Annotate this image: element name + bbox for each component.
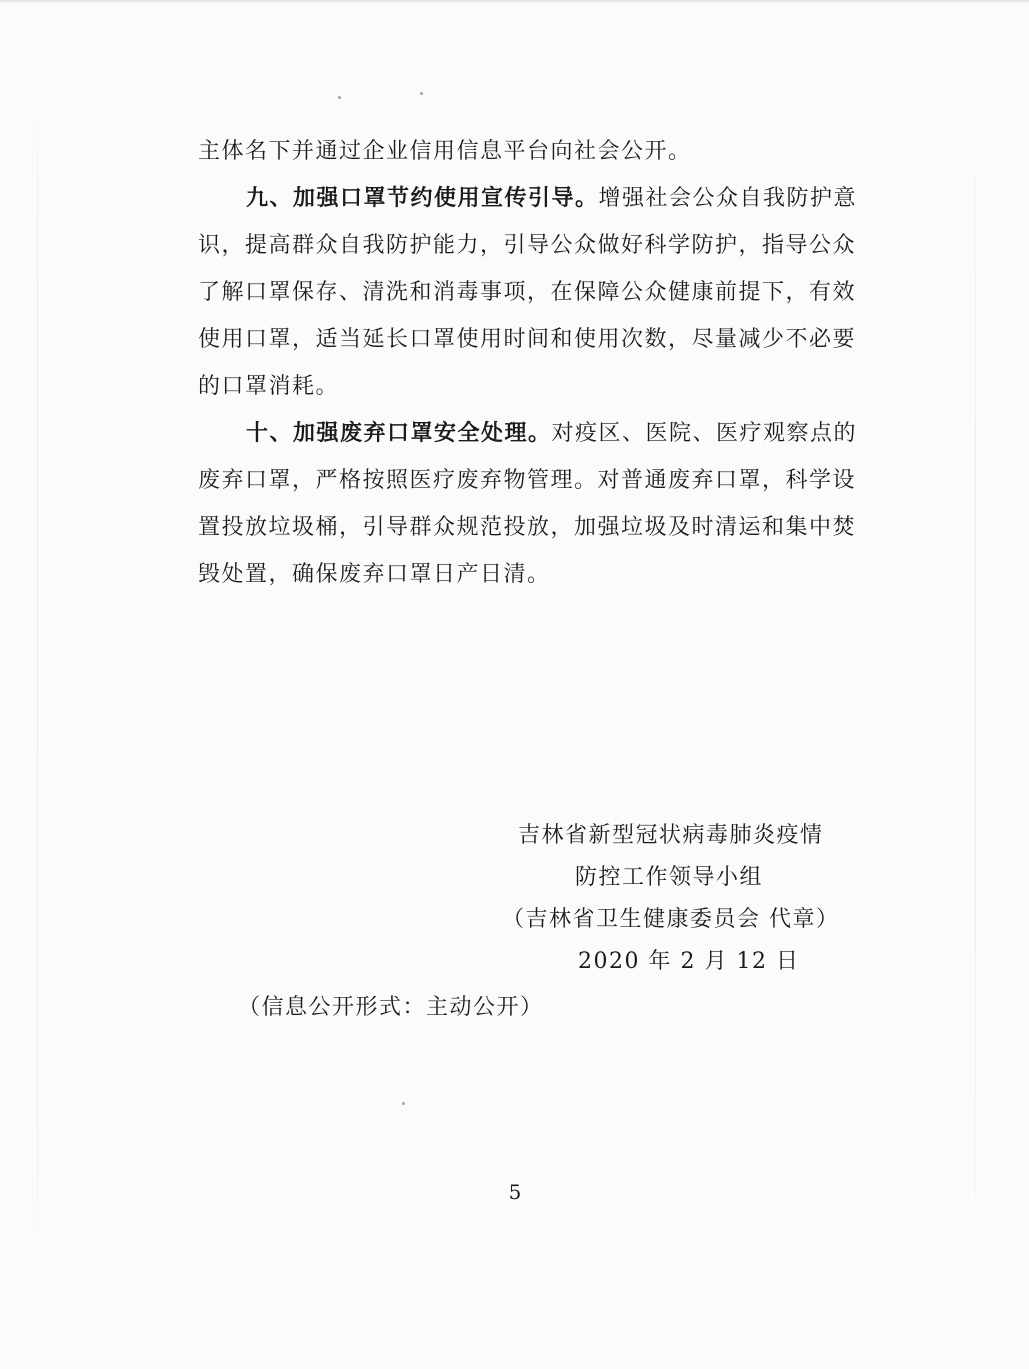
body-line-6: 的口罩消耗。 <box>198 374 340 399</box>
section-ten-first-line <box>198 410 858 457</box>
body-line-1: 主体名下并通过企业信用信息平台向社会公开。 <box>198 139 692 164</box>
page-top-edge <box>0 0 1029 2</box>
scan-shadow-left <box>37 40 38 1330</box>
section-nine-first-line <box>198 175 858 222</box>
body-line-5: 使用口罩，适当延长口罩使用时间和使用次数，尽量减少不必要 <box>198 327 857 352</box>
signature-block <box>490 815 870 983</box>
issue-date: 2020 年 2 月 12 日 <box>578 949 800 974</box>
body-line-8: 废弃口罩，严格按照医疗废弃物管理。对普通废弃口罩，科学设 <box>198 468 857 493</box>
section-ten-heading: 十、加强废弃口罩安全处理。 <box>246 420 552 446</box>
page-number: 5 <box>508 1180 522 1204</box>
body-text <box>198 128 858 598</box>
scan-speck <box>338 96 341 99</box>
body-line-3: 识，提高群众自我防护能力，引导公众做好科学防护，指导公众 <box>198 233 857 258</box>
section-ten-text: 对疫区、医院、医疗观察点的 <box>551 421 858 446</box>
section-nine-text: 增强社会公众自我防护意 <box>598 186 858 211</box>
seal-note: （吉林省卫生健康委员会 代章） <box>502 907 840 932</box>
scan-speck <box>420 92 423 95</box>
disclosure-note: （信息公开形式：主动公开） <box>238 995 544 1020</box>
scan-speck <box>402 1102 405 1105</box>
section-nine-heading: 九、加强口罩节约使用宣传引导。 <box>246 185 599 211</box>
issuer-line-2: 防控工作领导小组 <box>575 865 764 890</box>
issuer-line-1: 吉林省新型冠状病毒肺炎疫情 <box>518 823 824 848</box>
body-line-10: 毁处置，确保废弃口罩日产日清。 <box>198 562 551 587</box>
body-line-4: 了解口罩保存、清洗和消毒事项，在保障公众健康前提下，有效 <box>198 280 857 305</box>
body-line-9: 置投放垃圾桶，引导群众规范投放，加强垃圾及时清运和集中焚 <box>198 515 857 540</box>
scan-shadow-right <box>975 40 976 1330</box>
